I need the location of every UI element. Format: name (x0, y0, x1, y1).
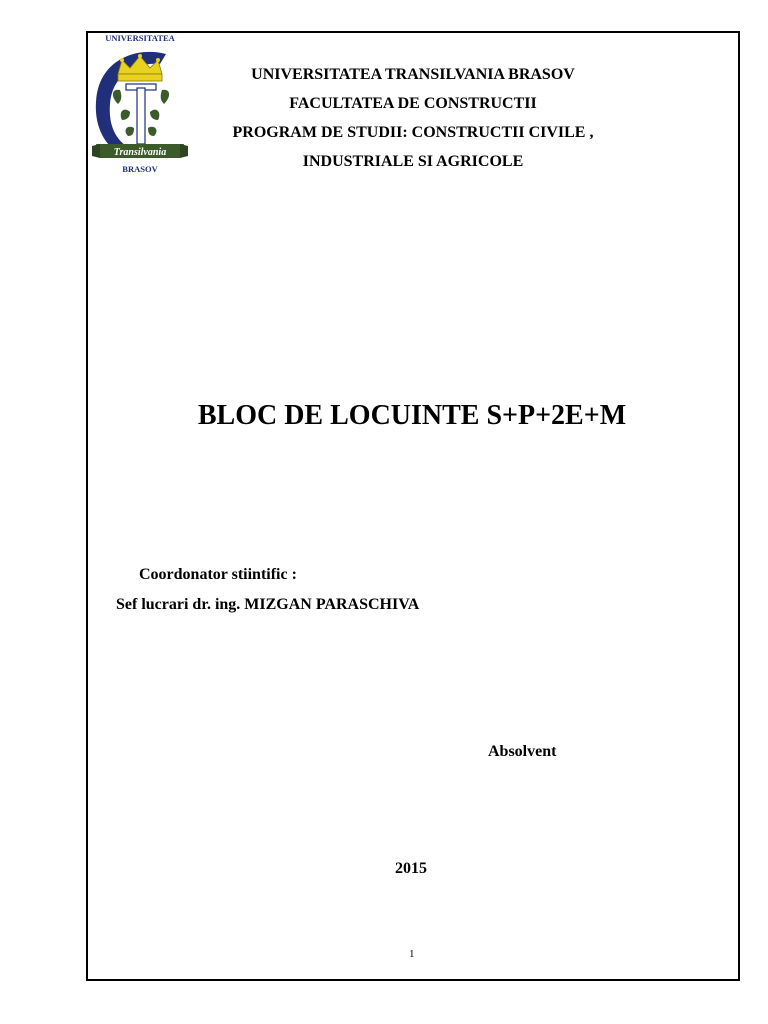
graduate-label: Absolvent (488, 743, 557, 760)
institution-header (190, 60, 636, 176)
university-logo (88, 32, 192, 174)
logo-top-text: UNIVERSITATEA (105, 33, 175, 43)
page-number: 1 (409, 948, 415, 960)
study-program-line-2: INDUSTRIALE SI AGRICOLE (302, 153, 524, 170)
logo-ribbon-text: Transilvania (113, 147, 167, 158)
coordinator-name: Sef lucrari dr. ing. MIZGAN PARASCHIVA (116, 596, 420, 613)
study-program-line-1: PROGRAM DE STUDII: CONSTRUCTII CIVILE , (232, 124, 594, 141)
document-title: BLOC DE LOCUINTE S+P+2E+M (197, 400, 627, 431)
logo-bottom-text: BRASOV (122, 164, 158, 174)
coordinator-label: Coordonator stiintific : (139, 566, 297, 583)
year: 2015 (395, 860, 427, 877)
university-name: UNIVERSITATEA TRANSILVANIA BRASOV (251, 66, 575, 83)
faculty-name: FACULTATEA DE CONSTRUCTII (289, 95, 537, 112)
